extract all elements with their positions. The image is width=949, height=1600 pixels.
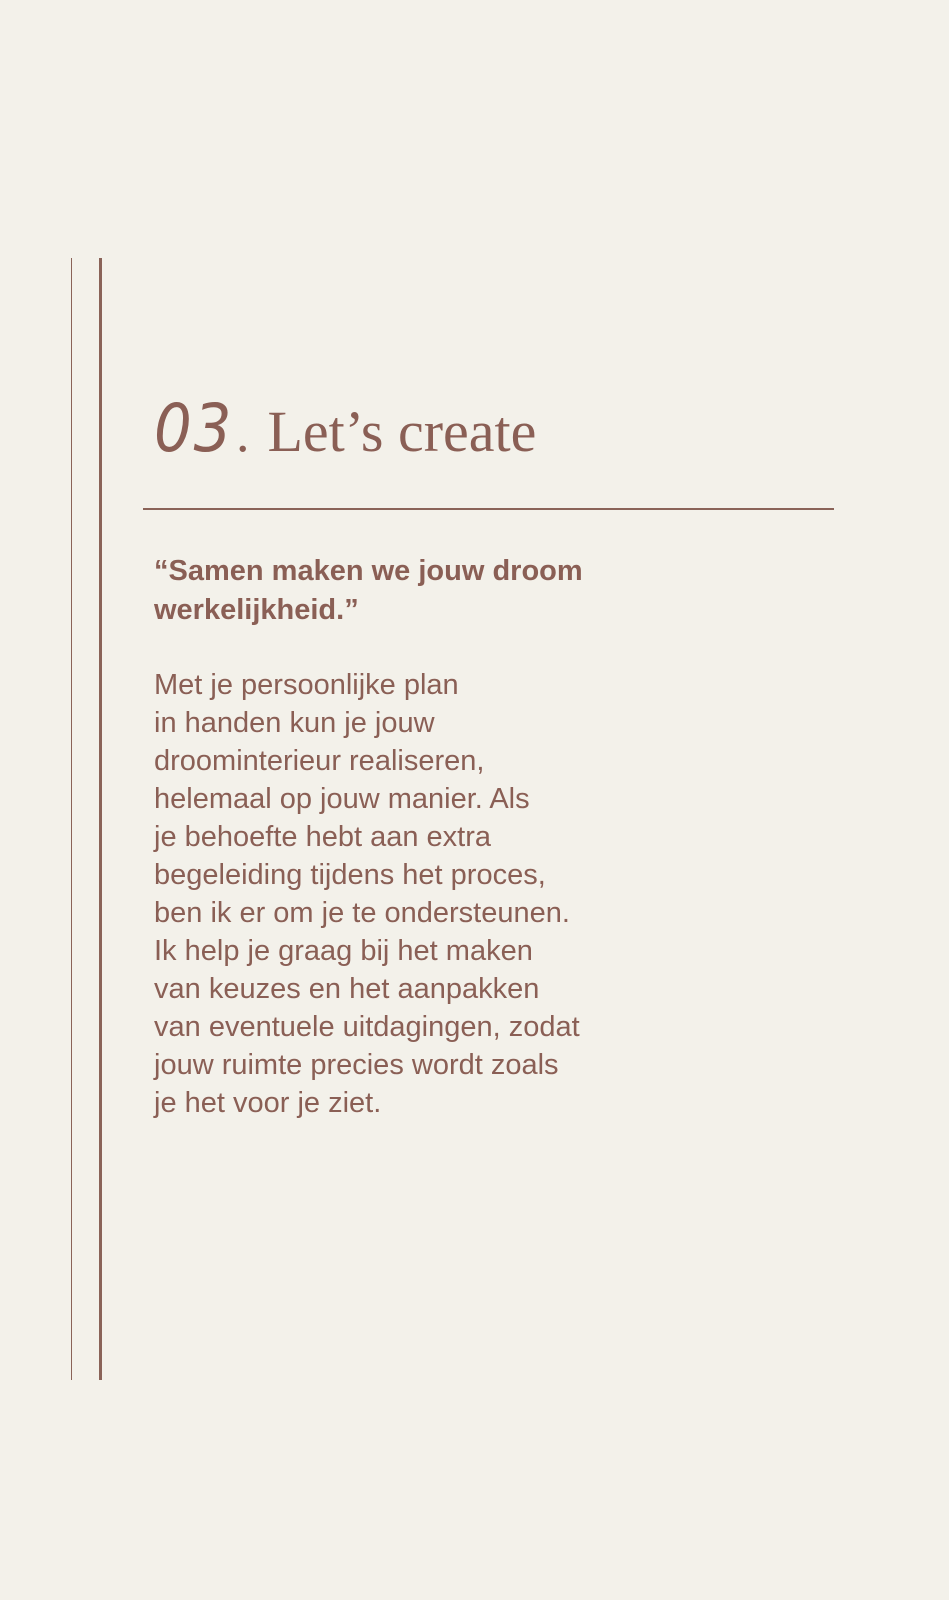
body-line: Ik help je graag bij het maken [154, 935, 533, 967]
section-number-dot: . [235, 403, 250, 463]
body-line: droominterieur realiseren, [154, 745, 485, 777]
heading-divider [143, 508, 834, 510]
pull-quote: “Samen maken we jouw droom werkelijkheid.” [154, 555, 583, 626]
decorative-vertical-line-thick [99, 258, 102, 1380]
body-paragraph [154, 666, 634, 1122]
body-line: ben ik er om je te ondersteunen. [154, 897, 570, 929]
body-line: Met je persoonlijke plan [154, 669, 459, 701]
body-line: je behoefte hebt aan extra [154, 821, 491, 853]
body-line: in handen kun je jouw [154, 707, 435, 739]
body-line: helemaal op jouw manier. Als [154, 783, 530, 815]
body-line: jouw ruimte precies wordt zoals [154, 1049, 559, 1081]
section-title: Let’s create [267, 399, 537, 464]
body-line: je het voor je ziet. [154, 1087, 382, 1119]
decorative-vertical-line-thin [71, 258, 72, 1380]
body-line: begeleiding tijdens het proces, [154, 859, 546, 891]
section-number: 03 [154, 390, 234, 467]
body-line: van keuzes en het aanpakken [154, 973, 540, 1005]
section-heading [154, 390, 537, 467]
body-line: van eventuele uitdagingen, zodat [154, 1011, 580, 1043]
